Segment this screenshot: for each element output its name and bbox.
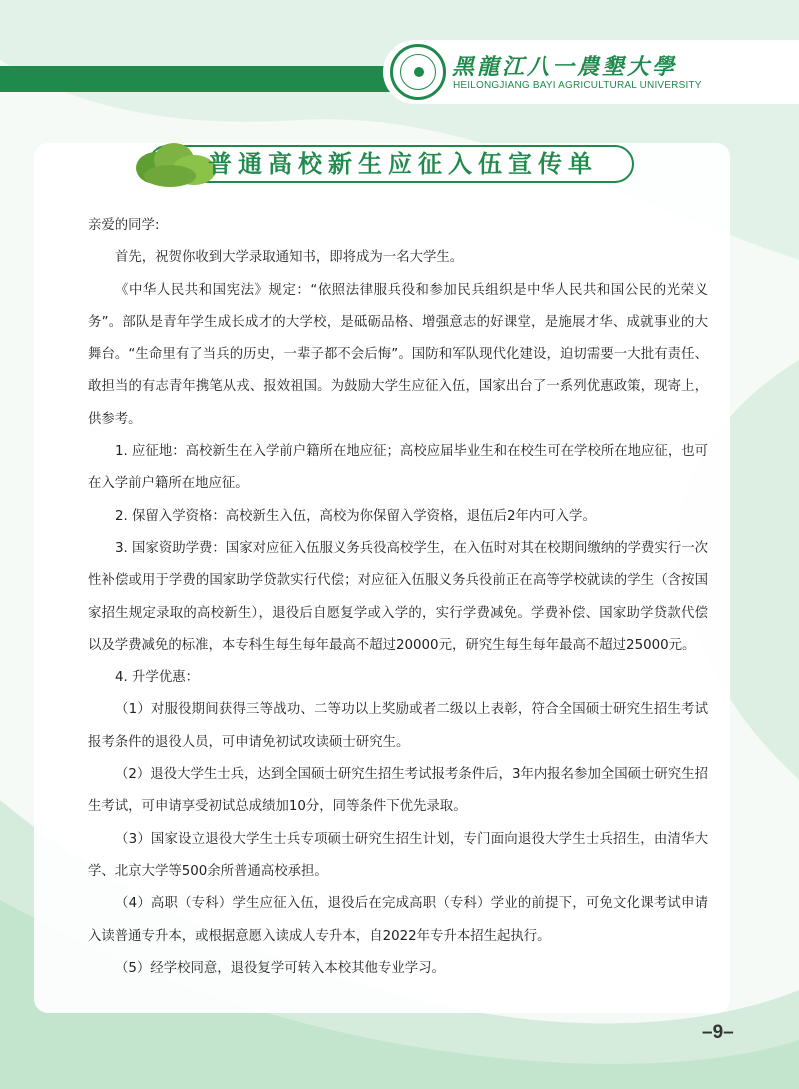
paragraph-enlistment-location: 1. 应征地：高校新生在入学前户籍所在地应征；高校应届毕业生和在校生可在学校所在地应征，也可在入学前户籍所在地应征。 [88,444,708,492]
paragraph-constitution: 《中华人民共和国宪法》规定：“依照法律服兵役和参加民兵组织是中华人民共和国公民的光荣义务”。部队是青年学生成长成才的大学校，是砥砺品格、增强意志的好课堂，是施展才华、成就事业的大舞台。“生命里有了当兵的历史，一辈子都不会后悔”。国防和军队现代化建设，迫切需要一大批有责任、敢担当的有志青年携笔从戎、报效祖国。为鼓励大学生应征入伍，国家出台了一系列优惠政策，现寄上，供参考。 [88,282,708,427]
paragraph-admission-retention: 2. 保留入学资格：高校新生入伍，高校为你保留入学资格，退伍后2年内可入学。 [115,508,596,524]
page-number: –9– [702,1022,734,1043]
paragraph-tuition-aid: 3. 国家资助学费：国家对应征入伍服义务兵役高校学生，在入伍时对其在校期间缴纳的学费实行一次性补偿或用于学费的国家助学贷款实行代偿；对应征入伍服义务兵役前正在高等学校就读的学生（含按国家招生规定录取的高校新生），退役后自愿复学或入学的，实行学费减免。学费补偿、国家助学贷款代偿以及学费减免的标准，本专科生每生每年最高不超过20000元，研究生每生每年最高不超过25000元。 [88,540,708,653]
paragraph-further-study-1: （1）对服役期间获得三等战功、二等功以上奖励或者二级以上表彰，符合全国硕士研究生招生考试报考条件的退役人员，可申请免初试攻读硕士研究生。 [88,702,708,750]
paragraph-further-study-2: （2）退役大学生士兵，达到全国硕士研究生招生考试报考条件后，3年内报名参加全国硕士研究生招生考试，可申请享受初试总成绩加10分，同等条件下优先录取。 [88,767,708,815]
greeting: 亲爱的同学: [88,218,160,233]
flyer-body [88,210,708,985]
paragraph-intro: 首先，祝贺你收到大学录取通知书，即将成为一名大学生。 [115,250,464,266]
page-title: 普通高校新生应征入伍宣传单 [208,149,598,178]
paragraph-further-study-3: （3）国家设立退役大学生士兵专项硕士研究生招生计划，专门面向退役大学生士兵招生，由清华大学、北京大学等500余所普通高校承担。 [88,831,708,879]
paragraph-further-study-5: （5）经学校同意，退役复学可转入本校其他专业学习。 [115,960,445,976]
paragraph-further-study-heading: 4. 升学优惠： [115,670,199,686]
university-seal-icon [390,44,446,100]
paragraph-further-study-4: （4）高职（专科）学生应征入伍，退役后在完成高职（专科）学业的前提下，可免文化课考试申请入读普通专升本，或根据意愿入读成人专升本，自2022年专升本招生起执行。 [88,896,708,944]
university-name-cn: 黑龍江八一農墾大學 [452,54,678,80]
university-name-en: HEILONGJIANG BAYI AGRICULTURAL UNIVERSITY [453,80,702,91]
